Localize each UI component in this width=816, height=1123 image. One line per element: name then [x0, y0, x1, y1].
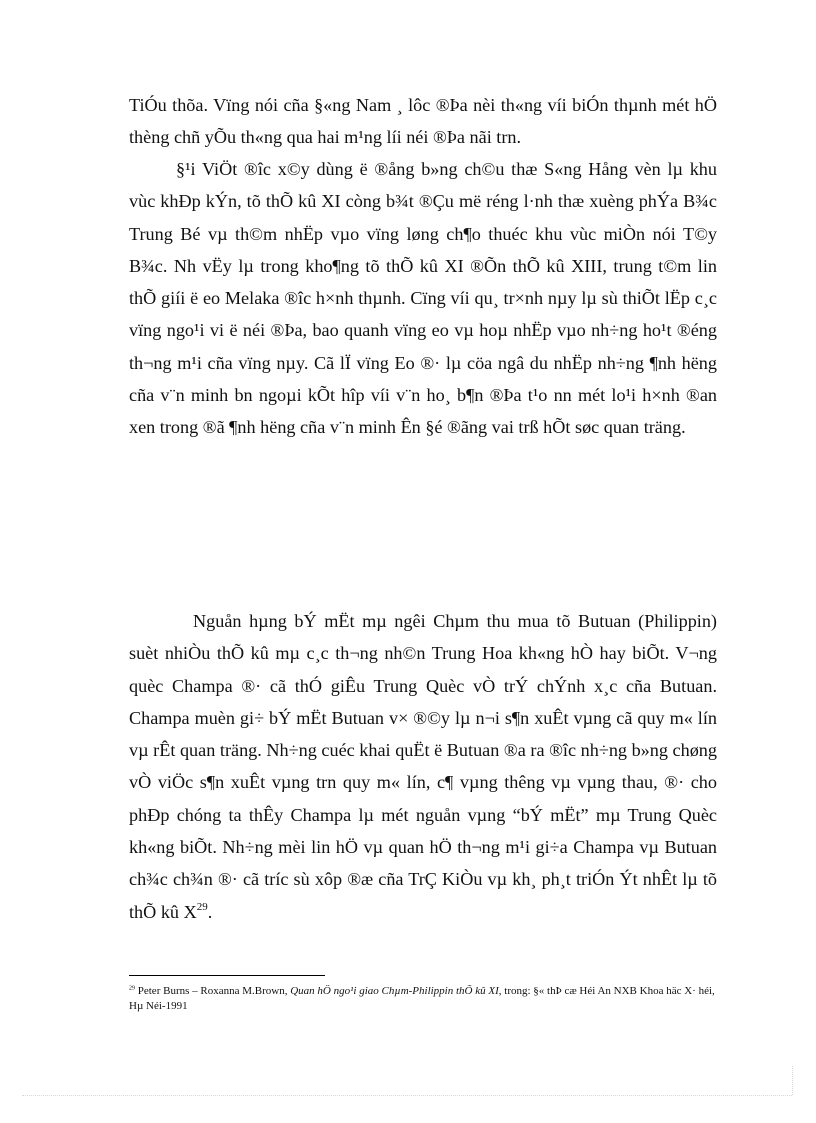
footnote-separator	[129, 975, 325, 976]
paragraph-3: Nguån hµng bÝ mËt mµ ngêi Chµm thu mua tõ Butuan (Philippin) suèt nhiÒu thÕ kû mµ c¸c th¬ng nh©n Trung Hoa kh«ng hÒ hay biÕt. V¬ng quèc Champa ®· cã thÓ giÊu Trung Quèc vÒ trÝ chÝnh x¸c cña Butuan. Champa muèn gi÷ bÝ mËt Butuan v× ®©y lµ n¬i s¶n xuÊt vµng cã quy m« lín vµ rÊt quan träng. Nh÷ng cuéc khai quËt ë Butuan ®a ra ®îc nh÷ng b»ng chøng vÒ viÖc s¶n xuÊt vµng trn quy m« lín, c¶ vµng thêng vµ vµng thau, ®· cho phÐp chóng ta thÊy Champa lµ mét nguån vµng “bÝ mËt” mµ Trung Quèc kh«ng biÕt. Nh÷ng mèi lin hÖ vµ quan hÖ th¬ng m¹i gi÷a Champa vµ Butuan ch¾c ch¾n ®· cã tríc sù xôp ®æ cña TrÇ KiÒu vµ kh¸ ph¸t triÓn Ýt nhÊt lµ tõ thÕ kû $X^{29}$.	[129, 611, 717, 922]
footnote-reference[interactable]: 29	[196, 900, 208, 913]
paragraph-3-text: Nguån hµng bÝ mËt mµ ngêi Chµm thu mua tõ Butuan (Philippin) suèt nhiÒu thÕ kû mµ c¸c th¬ng nh©n Trung Hoa kh«ng hÒ hay biÕt. V¬ng quèc Champa ®· cã thÓ giÊu Trung Quèc vÒ trÝ chÝnh x¸c cña Butuan. Champa muèn gi÷ bÝ mËt Butuan v× ®©y lµ n¬i s¶n xuÊt vµng cã quy m« lín vµ rÊt quan träng. Nh÷ng cuéc khai quËt ë Butuan ®a ra ®îc nh÷ng b»ng chøng vÒ viÖc s¶n xuÊt vµng trn quy m« lín, c¶ vµng thêng vµ vµng thau, ®· cho phÐp chóng ta thÊy Champa lµ mét nguån vµng “bÝ mËt” mµ Trung Quèc kh«ng biÕt. Nh÷ng mèi lin hÖ vµ quan hÖ th¬ng m¹i gi÷a Champa vµ Butuan ch¾c ch¾n ®· cã tríc sù xôp ®æ cña TrÇ KiÒu vµ kh¸ ph¸t triÓn Ýt nhÊt lµ tõ thÕ kû X	[129, 611, 717, 922]
footnote-source: , trong: §« thÞ cæ Héi An NXB Khoa häc X· héi, Hµ Néi-1991	[129, 985, 715, 1012]
footnote-mark: 29	[129, 985, 135, 992]
footnote-authors: Peter Burns – Roxanna M.Brown,	[137, 985, 291, 997]
page-bottom-edge	[22, 1095, 792, 1096]
footnote-title: Quan hÖ ngo¹i giao Chµm-Philippin thÕ kû XI	[290, 985, 499, 997]
paragraph-1: TiÓu thõa. Vïng nói cña §«ng Nam ¸ lôc ®Þa nèi th«ng víi biÓn thµnh mét hÖ thèng chñ yÕu th«ng qua hai m¹ng líi néi ®Þa nãi trn.	[129, 95, 717, 148]
page-right-edge	[792, 1066, 793, 1095]
paragraph-2: §¹i ViÖt ®îc x©y dùng ë ®ång b»ng ch©u thæ S«ng Hång vèn lµ khu vùc khÐp kÝn, tõ thÕ kû XI còng b¾t ®Çu më réng l·nh thæ xuèng phÝa B¾c Trung Bé vµ th©m nhËp vµo vïng løng ch¶o thuéc khu vùc miÒn nói T©y B¾c. Nh vËy lµ trong kho¶ng tõ thÕ kû XI ®Õn thÕ kû XIII, trung t©m lin thÕ giíi ë eo Melaka ®îc h×nh thµnh. Cïng víi qu¸ tr×nh nµy lµ sù thiÕt lËp c¸c vïng ngo¹i vi ë néi ®Þa, bao quanh vïng eo vµ hoµ nhËp vµo nh÷ng ho¹t ®éng th¬ng m¹i cña vïng nµy. Cã lÏ vïng Eo ®· lµ cöa ngâ du nhËp nh÷ng ¶nh hëng cña v¨n minh bn ngoµi kÕt hîp víi v¨n ho¸ b¶n ®Þa t¹o nn mét lo¹i h×nh ®an xen trong ®ã ¶nh hëng cña v¨n minh Ên §é ®ãng vai trß hÕt søc quan träng.	[129, 159, 717, 438]
footnote	[129, 984, 717, 1014]
